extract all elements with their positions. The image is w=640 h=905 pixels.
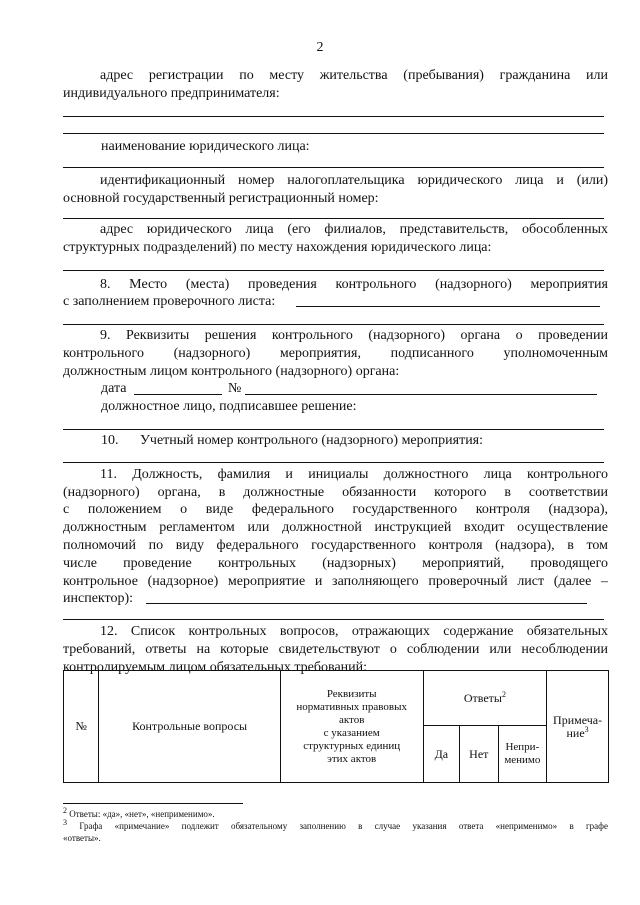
blank-line <box>63 619 604 620</box>
fill-line <box>296 306 600 307</box>
col-requisites-header: Реквизиты нормативных правовых актов с указанием структурных единиц этих актов <box>280 671 423 783</box>
blank-line <box>63 116 604 117</box>
item-11-text-8: инспектор): <box>63 591 134 606</box>
item-11-text-4: должностным регламентом или должностной инструкцией входит осуществление <box>63 520 608 535</box>
date-fill-line <box>134 394 222 395</box>
col-na-header: Непри- менимо <box>498 726 547 783</box>
item-11-text-2: (надзорного) органа, в должностные обязанности которого в соответствии <box>63 485 608 500</box>
date-label: дата <box>101 381 127 396</box>
col-number-header: № <box>64 671 99 783</box>
checklist-table <box>63 670 609 783</box>
item-12-text-1: 12. Список контрольных вопросов, отражающих содержание обязательных <box>100 624 608 639</box>
item-10-text: Учетный номер контрольного (надзорного) мероприятия: <box>140 433 484 448</box>
item-8-text-cont: с заполнением проверочного листа: <box>63 294 276 309</box>
address-registration-label-cont: индивидуального предпринимателя: <box>63 86 280 101</box>
item-11-text-5: полномочий по виду федерального государственного контроля (надзора), в том <box>63 538 608 553</box>
col-note-header: Примеча- ние$^3$ <box>547 671 609 783</box>
legal-address-label-cont: структурных подразделений) по месту нахождения юридического лица: <box>63 240 492 255</box>
legal-entity-name-label: наименование юридического лица: <box>101 139 310 154</box>
item-12-text-2: требований, ответы на которые свидетельствуют о соблюдении или несоблюдении <box>63 642 608 657</box>
footnote-3: $^3$ Графа «примечание» подлежит обязательному заполнению в случае указания ответа «неприменимо» в графе <box>63 818 609 831</box>
item-9-text-line2: контрольного (надзорного) мероприятия, подписанного уполномоченным <box>63 346 608 361</box>
footnote-separator <box>63 803 243 804</box>
signed-official-label: должностное лицо, подписавшее решение: <box>101 399 357 414</box>
blank-line <box>63 462 604 463</box>
inn-ogrn-label: идентификационный номер налогоплательщика юридического лица и (или) <box>100 173 608 188</box>
blank-line <box>63 429 604 430</box>
address-registration-label: адрес регистрации по месту жительства (пребывания) гражданина или <box>100 68 608 83</box>
item-11-text-1: 11. Должность, фамилия и инициалы должностного лица контрольного <box>100 467 608 482</box>
item-12-text-3: контролируемым лицом обязательных требований: <box>63 660 368 675</box>
blank-line <box>63 324 604 325</box>
inspector-fill-line <box>146 603 587 604</box>
item-9-text-line3: должностным лицом контрольного (надзорного) органа: <box>63 364 400 379</box>
footnote-3-cont: «ответы». <box>63 833 101 843</box>
item-8-text: 8. Место (места) проведения контрольного (надзорного) мероприятия <box>100 277 608 292</box>
page-number: 2 <box>316 40 324 55</box>
item-9-text: 9. Реквизиты решения контрольного (надзорного) органа о проведении <box>100 328 608 343</box>
inn-ogrn-label-cont: основной государственный регистрационный номер: <box>63 191 379 206</box>
col-answers-header: Ответы$^2$ <box>423 671 547 726</box>
footnote-2: $^2$ Ответы: «да», «нет», «неприменимо». <box>63 806 215 819</box>
blank-line <box>63 218 604 219</box>
blank-line <box>63 167 604 168</box>
item-10-number: 10. <box>101 433 119 448</box>
item-11-text-7: контрольное (надзорное) мероприятие и заполняющего проверочный лист (далее – <box>63 574 608 589</box>
blank-line <box>63 133 604 134</box>
blank-line <box>63 270 604 271</box>
number-sign: № <box>228 381 242 396</box>
col-yes-header: Да <box>423 726 459 783</box>
legal-address-label: адрес юридического лица (его филиалов, представительств, обособленных <box>100 222 608 237</box>
col-questions-header: Контрольные вопросы <box>99 671 280 783</box>
number-fill-line <box>245 394 597 395</box>
item-11-text-6: числе проведение контрольных (надзорных) мероприятий, проводящего <box>63 556 608 571</box>
item-11-text-3: с положением о виде федерального государственного контроля (надзора), <box>63 502 608 517</box>
col-no-header: Нет <box>460 726 498 783</box>
